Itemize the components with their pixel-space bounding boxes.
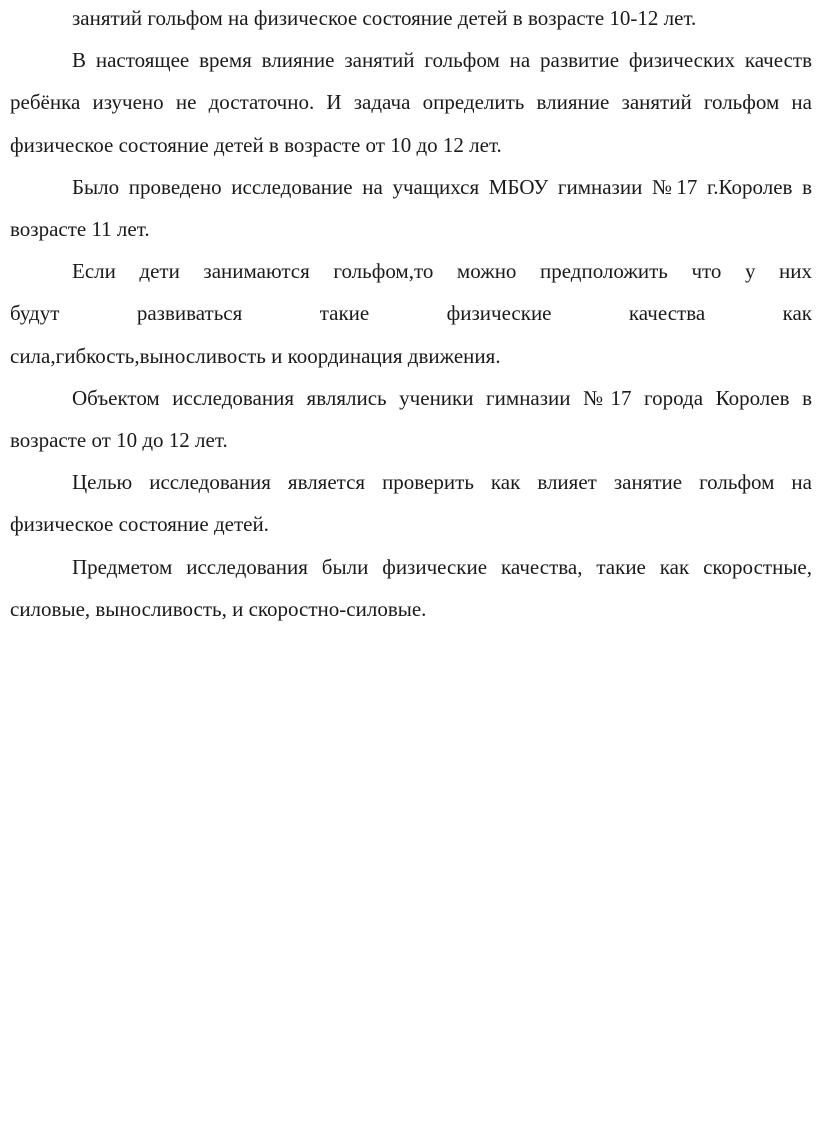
paragraph-research-object: Объектом исследования являлись ученики гимназии №17 города Королев в возрасте от 10 до 12 лет. xyxy=(10,385,812,453)
paragraph-study-conducted: Было проведено исследование на учащихся МБОУ гимназии №17 г.Королев в возрасте 11 лет. xyxy=(10,174,812,242)
hypothesis-line-3: сила,гибкость,выносливость и координация движения. xyxy=(10,343,501,368)
paragraph-current-state: В настоящее время влияние занятий гольфом на развитие физических качеств ребёнка изучено не достаточно. И задача определить влияние занятий гольфом на физическое состояние детей в возрасте от 10 до 12 лет. xyxy=(10,48,812,157)
document-body xyxy=(10,0,812,630)
hypothesis-line-2: будут развиваться такие физические качества как xyxy=(10,301,812,326)
paragraph-research-subject: Предметом исследования были физические качества, такие как скоростные, силовые, выносливость, и скоростно-силовые. xyxy=(10,554,812,621)
hypothesis-line-1: Если дети занимаются гольфом,то можно предположить что у них xyxy=(72,259,812,284)
paragraph-intro-continuation: занятий гольфом на физическое состояние детей в возрасте 10-12 лет. xyxy=(72,6,697,30)
paragraph-hypothesis xyxy=(10,250,812,377)
paragraph-research-goal: Целью исследования является проверить как влияет занятие гольфом на физическое состояние детей. xyxy=(10,470,812,537)
